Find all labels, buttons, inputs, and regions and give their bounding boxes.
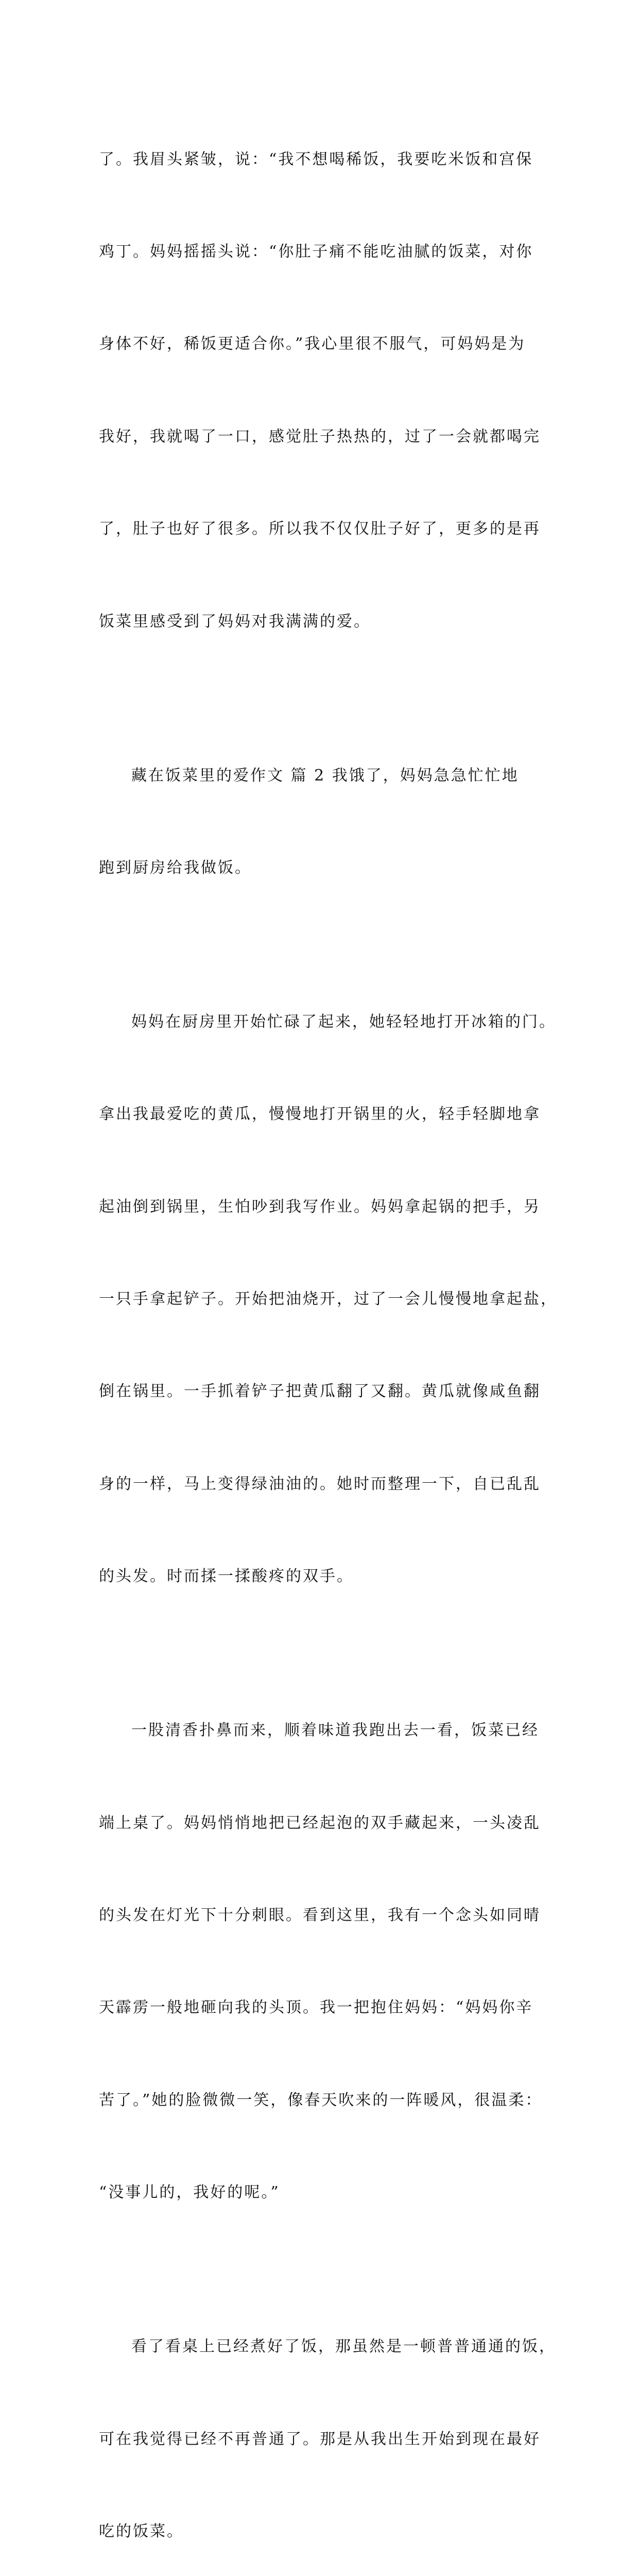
paragraph-5	[99, 2270, 562, 2576]
text-line: 起油倒到锅里，生怕吵到我写作业。妈妈拿起锅的把手，另	[99, 1197, 541, 1216]
text-line: 跑到厨房给我做饭。	[99, 858, 252, 877]
text-line: 了。我眉头紧皱，说：“我不想喝稀饭，我要吃米饭和宫保	[99, 150, 533, 168]
text-line: 一股清香扑鼻而来，顺着味道我跑出去一看，饭菜已经	[131, 1721, 539, 1740]
paragraph-2	[99, 699, 562, 945]
text-line: 的头发在灯光下十分刺眼。看到这里，我有一个念头如同晴	[99, 1906, 541, 1925]
text-line: 端上桌了。妈妈悄悄地把已经起泡的双手藏起来，一头凌乱	[99, 1814, 541, 1832]
text-line: 妈妈在厨房里开始忙碌了起来，她轻轻地打开冰箱的门。	[131, 1012, 556, 1031]
text-line: 吃的饭菜。	[99, 2522, 184, 2540]
text-line: 我好，我就喝了一口，感觉肚子热热的，过了一会就都喝完	[99, 427, 541, 446]
text-line: 身体不好，稀饭更适合你。”我心里很不服气，可妈妈是为	[99, 335, 526, 353]
text-line: 可在我觉得已经不再普通了。那是从我出生开始到现在最好	[99, 2430, 541, 2448]
section-heading-line: 藏在饭菜里的爱作文 篇 2 我饿了，妈妈急急忙忙地	[131, 766, 519, 785]
text-line: 拿出我最爱吃的黄瓜，慢慢地打开锅里的火，轻手轻脚地拿	[99, 1105, 541, 1124]
text-line: 饭菜里感受到了妈妈对我满满的爱。	[99, 612, 371, 631]
text-line: 身的一样，马上变得绿油油的。她时而整理一下，自已乱乱	[99, 1475, 541, 1493]
text-line: “没事儿的，我好的呢。”	[99, 2183, 280, 2202]
text-line: 的头发。时而揉一揉酸疼的双手。	[99, 1567, 354, 1586]
paragraph-1	[99, 82, 562, 699]
text-line: 倒在锅里。一手抓着铲子把黄瓜翻了又翻。黄瓜就像咸鱼翻	[99, 1382, 541, 1401]
text-line: 看了看桌上已经煮好了饭，那虽然是一顿普普通通的饭，	[131, 2337, 556, 2356]
text-line: 鸡丁。妈妈摇摇头说：“你肚子痛不能吃油腻的饭菜，对你	[99, 242, 533, 261]
essay-body	[99, 82, 562, 2576]
paragraph-3	[99, 945, 562, 1653]
text-line: 了，肚子也好了很多。所以我不仅仅肚子好了，更多的是再	[99, 520, 541, 538]
text-line: 苦了。”她的脸微微一笑，像春天吹来的一阵暖风，很温柔：	[99, 2091, 543, 2109]
text-line: 天霹雳一般地砸向我的头顶。我一把抱住妈妈：“妈妈你辛	[99, 1998, 533, 2017]
text-line: 一只手拿起铲子。开始把油烧开，过了一会儿慢慢地拿起盐，	[99, 1290, 558, 1309]
paragraph-4	[99, 1654, 562, 2270]
